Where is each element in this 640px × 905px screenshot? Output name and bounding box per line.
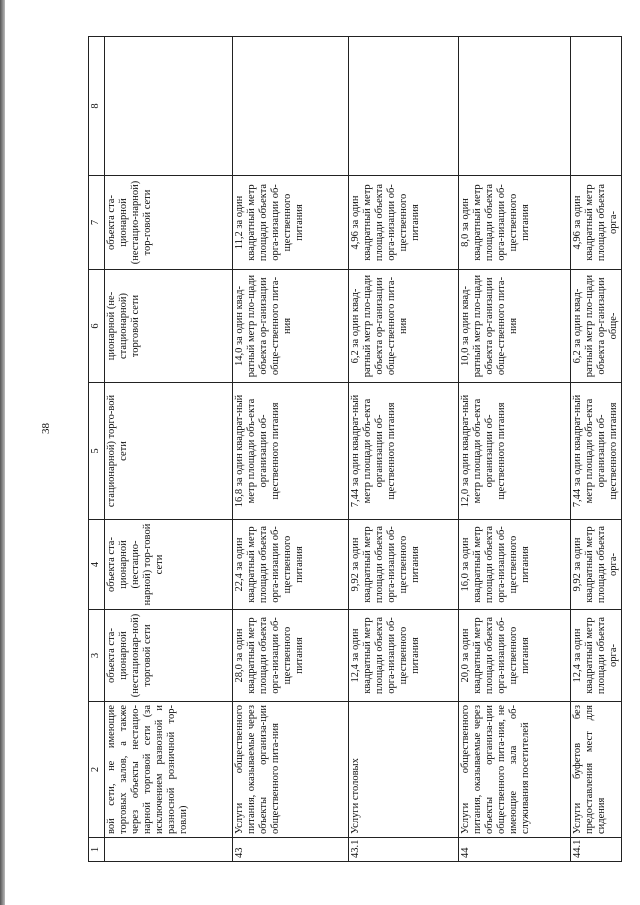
rate-cell: 6,2 за один квад-ратный метр пло-щади объекта ор-ганизации обще- [571, 270, 622, 383]
note-cell [349, 37, 459, 176]
rate-cell: 4,96 за один квадратный метр площади объекта орга- [571, 176, 622, 270]
rate-cell: 20,0 за один квадратный метр площади объекта орга-низации об-щественного питания [459, 610, 571, 702]
rate-cell: 22,4 за один квадратный метр площади объекта орга-низации об-щественного питания [233, 520, 349, 610]
rate-cell: 12,4 за один квадратный метр площади объекта орга-низации об-щественного питания [349, 610, 459, 702]
row-number: 43.1 [349, 838, 459, 862]
rate-cell: 4,96 за один квадратный метр площади объекта орга-низации об-щественного питания [349, 176, 459, 270]
rate-cell: объекта ста-ционарной (нестацио-нарной) тор-говой сети [105, 520, 233, 610]
row-number [105, 838, 233, 862]
page-number: 38 [40, 423, 52, 434]
rotated-table-wrapper [88, 37, 618, 862]
rate-cell: 9,92 за один квадратный метр площади объекта орга- [571, 520, 622, 610]
service-description: Услуги столовых [349, 702, 459, 838]
header-cell-8: 8 [89, 37, 105, 176]
note-cell [105, 37, 233, 176]
row-number: 44 [459, 838, 571, 862]
note-cell [571, 37, 622, 176]
table-row [349, 37, 459, 862]
rate-cell: 16,0 за один квадратный метр площади объекта орга-низации об-щественного питания [459, 520, 571, 610]
rate-cell: 12,0 за один квадрат-ный метр площади объ-екта организации об-щественного питания [459, 383, 571, 520]
header-cell-1: 1 [89, 838, 105, 862]
table-row [233, 37, 349, 862]
table-row [459, 37, 571, 862]
header-cell-7: 7 [89, 176, 105, 270]
rate-cell: 16,8 за один квадрат-ный метр площади объ-екта организации об-щественного питания [233, 383, 349, 520]
tariff-table [88, 36, 622, 862]
header-cell-2: 2 [89, 702, 105, 838]
row-number: 43 [233, 838, 349, 862]
row-number: 44.1 [571, 838, 622, 862]
rate-cell: 7,44 за один квадрат-ный метр площади объ-екта организации об-щественного питания [349, 383, 459, 520]
rate-cell: стационарной) торго-вой сети [105, 383, 233, 520]
service-description: вой сети, не имеющие торговых залов, а также через объекты нестацио-нарной торговой сети (за исключением развозной и разносной розничной тор-говли) [105, 702, 233, 838]
service-description: Услуги общественного питания, оказываемые через объекты организа-ции общественного пита-ния [233, 702, 349, 838]
rate-cell: 6,2 за один квад-ратный метр пло-щади объекта ор-ганизации обще-ственного пита-ния [349, 270, 459, 383]
rate-cell: объекта ста-ционарной (нестацио-нарной) тор-говой сети [105, 176, 233, 270]
header-cell-4: 4 [89, 520, 105, 610]
header-cell-3: 3 [89, 610, 105, 702]
note-cell [233, 37, 349, 176]
service-description: Услуги общественного питания, оказываемые через объекты организа-ции общественного пита-ния, не имеющие зала об-служивания посетителей [459, 702, 571, 838]
rate-cell: ционарной (не-стационарной) торговой сети [105, 270, 233, 383]
rate-cell: 10,0 за один квад-ратный метр пло-щади объекта ор-ганизации обще-ственного пита-ния [459, 270, 571, 383]
rate-cell: объекта ста-ционарной (нестационар-ной) торговой сети [105, 610, 233, 702]
rate-cell: 28,0 за один квадратный метр площади объекта орга-низации об-щественного питания [233, 610, 349, 702]
header-cell-5: 5 [89, 383, 105, 520]
rate-cell: 14,0 за один квад-ратный метр пло-щади объекта ор-ганизации обще-ственного пита-ния [233, 270, 349, 383]
header-cell-6: 6 [89, 270, 105, 383]
header-row [89, 37, 105, 862]
rate-cell: 11,2 за один квадратный метр площади объекта орга-низации об-щественного питания [233, 176, 349, 270]
service-description: Услуги буфетов без предоставления мест для сидения [571, 702, 622, 838]
rate-cell: 9,92 за один квадратный метр площади объекта орга-низации об-щественного питания [349, 520, 459, 610]
rate-cell: 12,4 за один квадратный метр площади объекта орга- [571, 610, 622, 702]
rate-cell: 7,44 за один квадрат-ный метр площади объ-екта организации об-щественного питания [571, 383, 622, 520]
rate-cell: 8,0 за один квадратный метр площади объекта орга-низации об-щественного питания [459, 176, 571, 270]
scan-edge-shadow [0, 0, 5, 905]
table-row [571, 37, 622, 862]
table-row [105, 37, 233, 862]
note-cell [459, 37, 571, 176]
